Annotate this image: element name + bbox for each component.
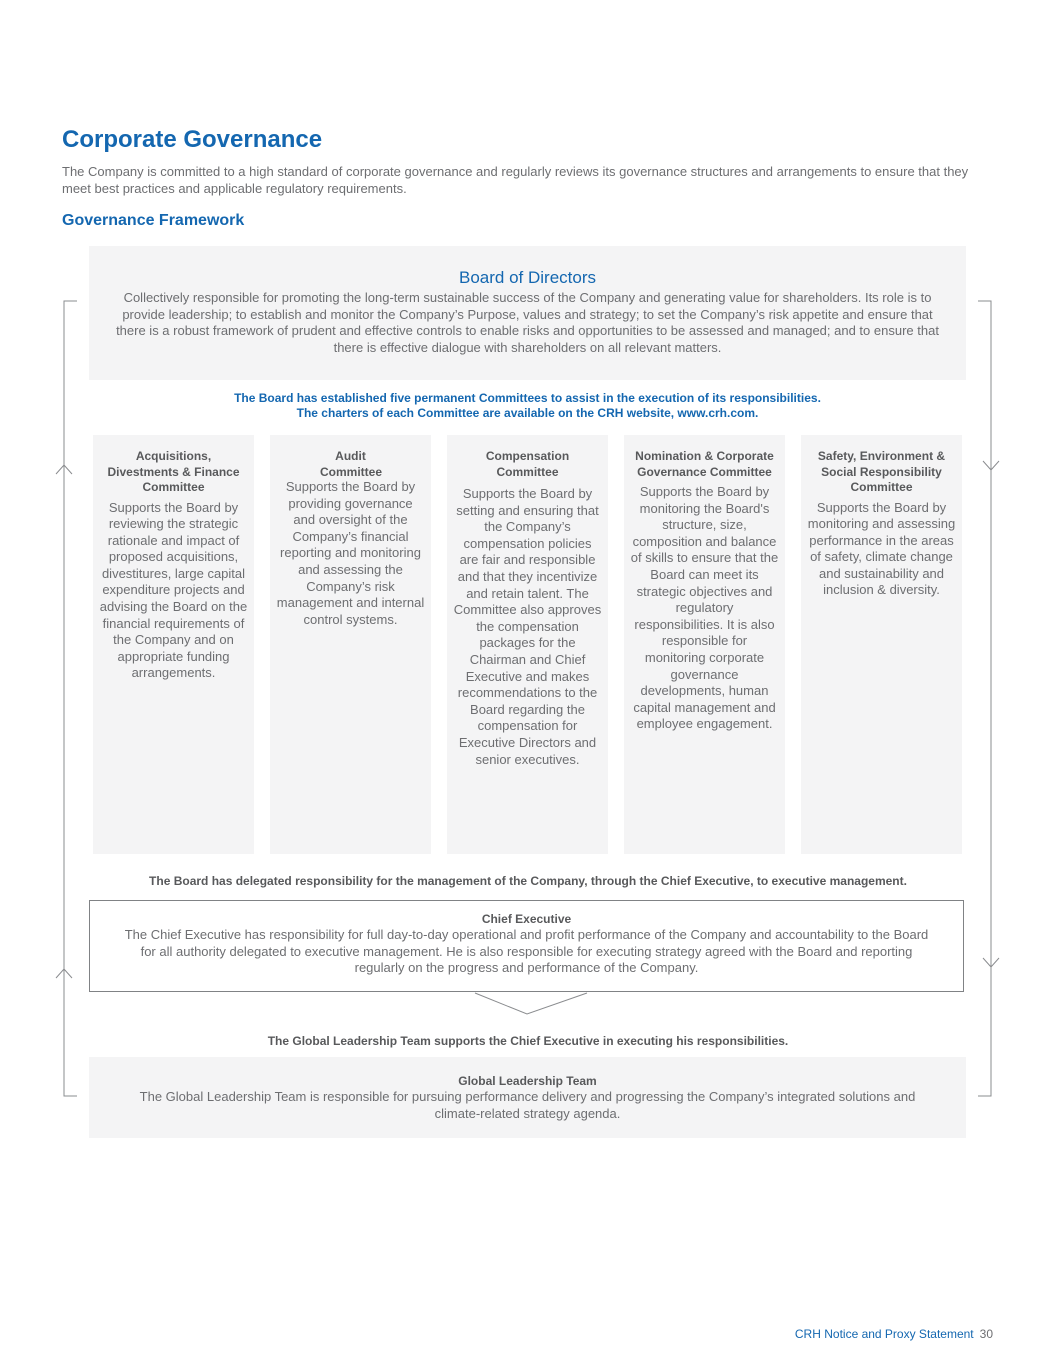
- right-bracket-line: [978, 301, 991, 1096]
- global-leadership-team-box: [89, 1057, 966, 1138]
- page-number: 30: [979, 1327, 993, 1341]
- glt-title: Global Leadership Team: [458, 1074, 597, 1088]
- page-footer: [795, 1327, 993, 1341]
- chief-executive-description: The Chief Executive has responsibility for full day-to-day operational and profit performance of the Company and accountability to the Board for all authority delegated to executive management. He is also responsible for executing strategy agreed with the Board and reporting regularly on the progress and performance of the Company.: [124, 927, 929, 975]
- board-description: Collectively responsible for promoting the long-term sustainable success of the Company and generating value for shareholders. Its role is to provide leadership; to establish and monitor the Company’s Purpose, values and strategy; to set the Company’s risk appetite and ensure that there is a robust framework of prudent and effective controls to enable risks and opportunities to be assessed and managed; and to ensure that there is effective dialogue with shareholders on all relevant matters.: [116, 290, 939, 355]
- committee-card-compensation: [447, 435, 608, 854]
- footer-label: CRH Notice and Proxy Statement: [794, 1327, 974, 1341]
- chief-executive-box: [89, 900, 964, 992]
- board-title: Board of Directors: [459, 268, 596, 287]
- delegation-note: The Board has delegated responsibility for the management of the Company, through the Chief Executive, to executive management.: [149, 874, 907, 888]
- committee-description: Supports the Board by monitoring and assessing performance in the areas of safety, climate change and sustainability and inclusion & diversity.: [807, 499, 956, 598]
- committee-description: Supports the Board by reviewing the strategic rationale and impact of proposed acquisitions, divestitures, large capital expenditure projects and advising the Board on the financial requirements of the Company and on appropriate funding arrangements.: [99, 499, 248, 681]
- committee-card-safety: [801, 435, 962, 854]
- page-title: Corporate Governance: [62, 126, 323, 153]
- chevron-down-icon: [475, 993, 587, 1014]
- intro-paragraph: The Company is committed to a high standard of corporate governance and regularly reviews its governance structures and arrangements to ensure that they meet best practices and applicable regulatory requirements.: [62, 164, 969, 196]
- committee-card-audit: [270, 435, 431, 854]
- committee-title: Audit Committee: [320, 449, 383, 479]
- committee-title: Safety, Environment & Social Responsibility Committee: [817, 449, 946, 494]
- committees-note-line-2: The charters of each Committee are available on the CRH website, www.crh.com.: [296, 406, 759, 420]
- committees-note: [120, 391, 935, 421]
- glt-description: The Global Leadership Team is responsible for pursuing performance delivery and progressing the Company’s integrated solutions and climate-related strategy agenda.: [139, 1089, 916, 1121]
- chief-executive-title: Chief Executive: [481, 912, 572, 926]
- committee-title: Acquisitions, Divestments & Finance Committee: [107, 449, 240, 494]
- section-subtitle: Governance Framework: [62, 212, 245, 229]
- committees-note-line-1: The Board has established five permanent Committees to assist in the execution of its responsibilities.: [234, 391, 821, 405]
- committee-description: Supports the Board by providing governance and oversight of the Company’s financial reporting and monitoring and assessing the Company’s risk management and internal control systems.: [276, 479, 425, 627]
- committee-card-nomination: [624, 435, 785, 854]
- committee-description: Supports the Board by setting and ensuring that the Company’s compensation policies are fair and responsible and that they incentivize and retain talent. The Committee also approves the compensation packages for the Chairman and Chief Executive and makes recommendations to the Board regarding the compensation for Executive Directors and senior executives.: [453, 486, 602, 767]
- committee-title: Compensation Committee: [485, 449, 570, 479]
- glt-note: The Global Leadership Team supports the Chief Executive in executing his responsibilities.: [267, 1034, 789, 1048]
- committee-card-acquisitions: [93, 435, 254, 854]
- committee-title: Nomination & Corporate Governance Committee: [635, 449, 774, 479]
- board-of-directors-box: [89, 246, 966, 380]
- committee-description: Supports the Board by monitoring the Board's structure, size, composition and balance of skills to ensure that the Board can meet its strategic objectives and regulatory responsibilities. It is also responsible for monitoring corporate governance developments, human capital management and employee engagement.: [630, 484, 779, 732]
